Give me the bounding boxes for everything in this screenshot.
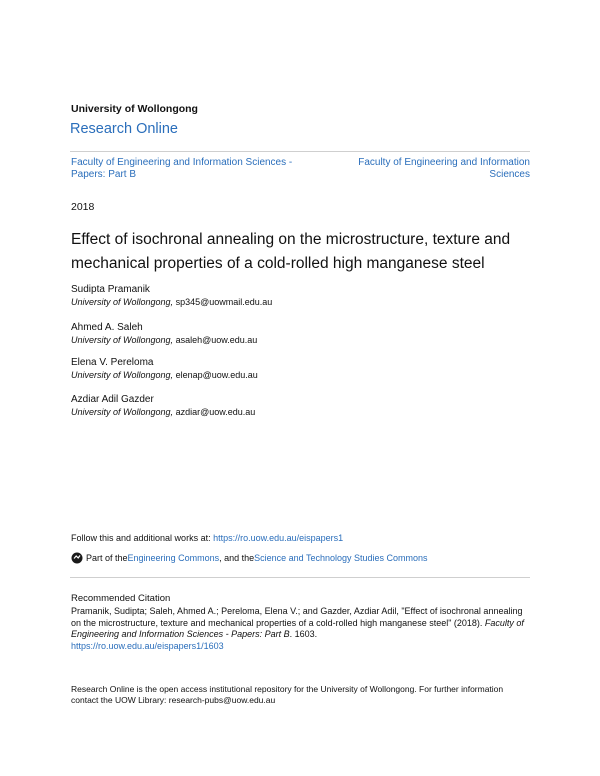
sts-commons-link[interactable]: Science and Technology Studies Commons (254, 553, 428, 563)
author-name: Azdiar Adil Gazder (71, 394, 154, 405)
author-name: Sudipta Pramanik (71, 284, 150, 295)
author-email: elenap@uow.edu.au (175, 370, 258, 380)
citation-journal: Faculty of Engineering and Information Sciences - Papers: Part B (71, 617, 524, 639)
publication-year: 2018 (71, 201, 95, 213)
faculty-series-link[interactable]: Faculty of Engineering and Information Sciences - Papers: Part B (71, 157, 293, 180)
author-entry (71, 356, 531, 381)
engineering-commons-link[interactable]: Engineering Commons (127, 553, 220, 563)
network-icon (71, 552, 83, 564)
author-email: sp345@uowmail.edu.au (175, 297, 273, 307)
author-entry (71, 393, 531, 418)
citation-url[interactable]: https://ro.uow.edu.au/eispapers1/1603 (71, 640, 224, 651)
citation-body: Pramanik, Sudipta; Saleh, Ahmed A.; Pereloma, Elena V.; and Gazder, Azdiar Adil, "Effect of isochronal annealing on the microstructure, texture and mechanical properties of a cold-rolled high manganese steel" (2018). Faculty of Engineering and Information Sciences - Papers: Part B. 1603. https://ro.uow.edu.au/eispapers1/1603 (71, 606, 524, 651)
author-name: Elena V. Pereloma (71, 357, 154, 368)
author-email: asaleh@uow.edu.au (175, 335, 258, 345)
author-affiliation: University of Wollongong, sp345@uowmail.edu.au (71, 297, 273, 307)
author-affiliation: University of Wollongong, asaleh@uow.edu.au (71, 335, 258, 345)
author-email: azdiar@uow.edu.au (175, 407, 256, 417)
author-affiliation: University of Wollongong, azdiar@uow.edu.au (71, 407, 256, 417)
middle-divider (70, 577, 530, 578)
author-entry (71, 321, 531, 346)
citation-heading: Recommended Citation (71, 593, 171, 604)
research-online-link[interactable]: Research Online (70, 121, 178, 137)
follow-line: Follow this and additional works at: https://ro.uow.edu.au/eispapers1 (71, 533, 344, 543)
faculty-link[interactable]: Faculty of Engineering and Information Sciences (358, 157, 530, 180)
author-affiliation: University of Wollongong, elenap@uow.edu.au (71, 370, 258, 380)
collection-link[interactable]: https://ro.uow.edu.au/eispapers1 (213, 533, 344, 543)
author-name: Ahmed A. Saleh (71, 322, 143, 333)
repository-footer: Research Online is the open access institutional repository for the University of Wollongong. For further information contact the UOW Library: research-pubs@uow.edu.au (71, 684, 504, 705)
part-of-line: Part of the Engineering Commons , and the Science and Technology Studies Commons (71, 552, 428, 564)
paper-title: Effect of isochronal annealing on the microstructure, texture and mechanical properties of a cold-rolled high manganese steel (71, 231, 511, 272)
author-entry (71, 283, 531, 308)
top-divider (70, 151, 530, 152)
university-name: University of Wollongong (71, 103, 198, 115)
